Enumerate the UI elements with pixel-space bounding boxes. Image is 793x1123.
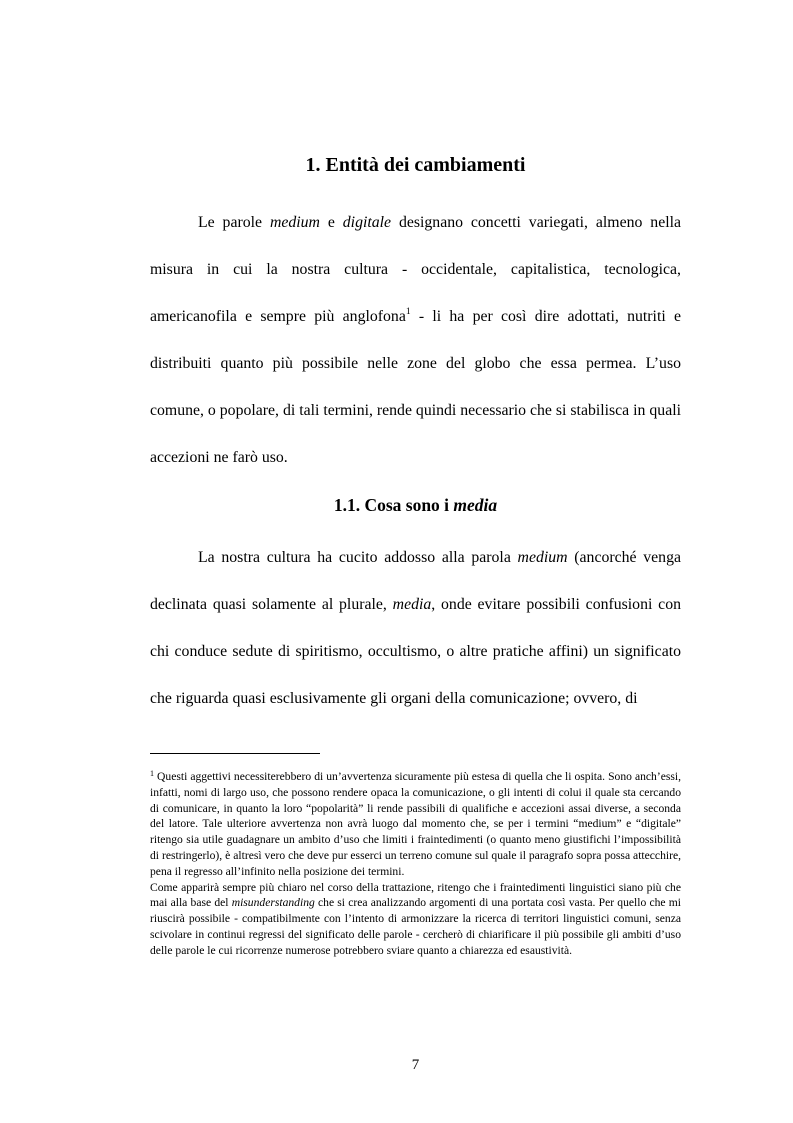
footnote-block: [150, 769, 681, 959]
page-number: 7: [411, 1057, 420, 1073]
footnote-reference[interactable]: 1: [405, 307, 411, 317]
emphasis-medium: medium: [269, 214, 320, 231]
footnote-paragraph-1: [150, 769, 681, 880]
section-title: [150, 494, 681, 516]
footnote-text: che si crea analizzando argomenti di una portata così vasta. Per quello che mi riuscirà possibile - compatibilmente con l’intento di armonizzare la ricerca di territori linguistici comuni, senza scivolare in continui regressi del significato delle parole - cercherò di chiarificare il più possibile gli ambiti d’uso delle parole le cui ricorrenze numerose potrebbero sviare quanto a chiarezza ed esaustività.: [150, 896, 681, 957]
footnote-text: Come apparirà sempre più chiaro nel corso della trattazione, ritengo che i fraintedimenti linguistici siano più che mai alla base del: [150, 880, 681, 910]
emphasis-digitale: digitale: [342, 214, 392, 231]
chapter-title: 1. Entità dei cambiamenti: [305, 154, 526, 176]
footnote-paragraph-2: [150, 880, 681, 959]
text-run: La nostra cultura ha cucito addosso alla parola: [198, 549, 518, 566]
body-paragraph-2: [150, 534, 681, 722]
text-run: designano concetti variegati, almeno nella misura in cui la nostra cultura - occidentale, capitalistica, tecnologica, americanofila e sempre più anglofona: [150, 214, 682, 325]
text-run: - li ha per così dire adottati, nutriti e distribuiti quanto più possibile nelle zone del globo che essa permea. L’uso comune, o popolare, di tali termini, rende quindi necessario che si stabilisca in quali accezioni ne farò uso.: [150, 308, 681, 466]
footnote-marker: 1: [150, 769, 154, 778]
footnote-emphasis: misunderstanding: [231, 896, 315, 910]
section-title-text: 1.1. Cosa sono i: [333, 495, 454, 515]
section-title-emphasis: media: [453, 495, 498, 515]
text-run: e: [319, 214, 343, 231]
emphasis-media: media: [392, 596, 432, 613]
text-run: (ancorché venga declinata quasi solamente al plurale,: [150, 549, 681, 613]
footnote-separator: [150, 753, 320, 754]
footnote-text: Questi aggettivi necessiterebbero di un’avvertenza sicuramente più estesa di quella che li ospita. Sono anch’essi, infatti, nomi di largo uso, che possono rendere opaca la comunicazione, o gli intenti di colui il quale sta cercando di comunicare, in quanto la loro “popolarità” li rende passibili di qualifiche e accezioni assai diverse, a seconda del latore. Tale ulteriore avvertenza non avrà luogo dal momento che, se per i termini “medium” e “digitale” ritengo sia utile guadagnare un ambito d’uso che limiti i fraintedimenti (o quanto meno giustifichi l’impossibilità di restringerlo), è altresì vero che deve pur esserci un terreno comune sul quale il paragrafo sopra possa attecchire, pena il regresso all’infinito nella posizione dei termini.: [150, 770, 681, 878]
text-run: Le parole: [198, 214, 270, 231]
emphasis-medium: medium: [517, 549, 568, 566]
body-paragraph-1: [150, 199, 681, 481]
text-run: , onde evitare possibili confusioni con chi conduce sedute di spiritismo, occultismo, o altre pratiche affini) un significato che riguarda quasi esclusivamente gli organi della comunicazione; ovvero, di: [150, 596, 681, 707]
